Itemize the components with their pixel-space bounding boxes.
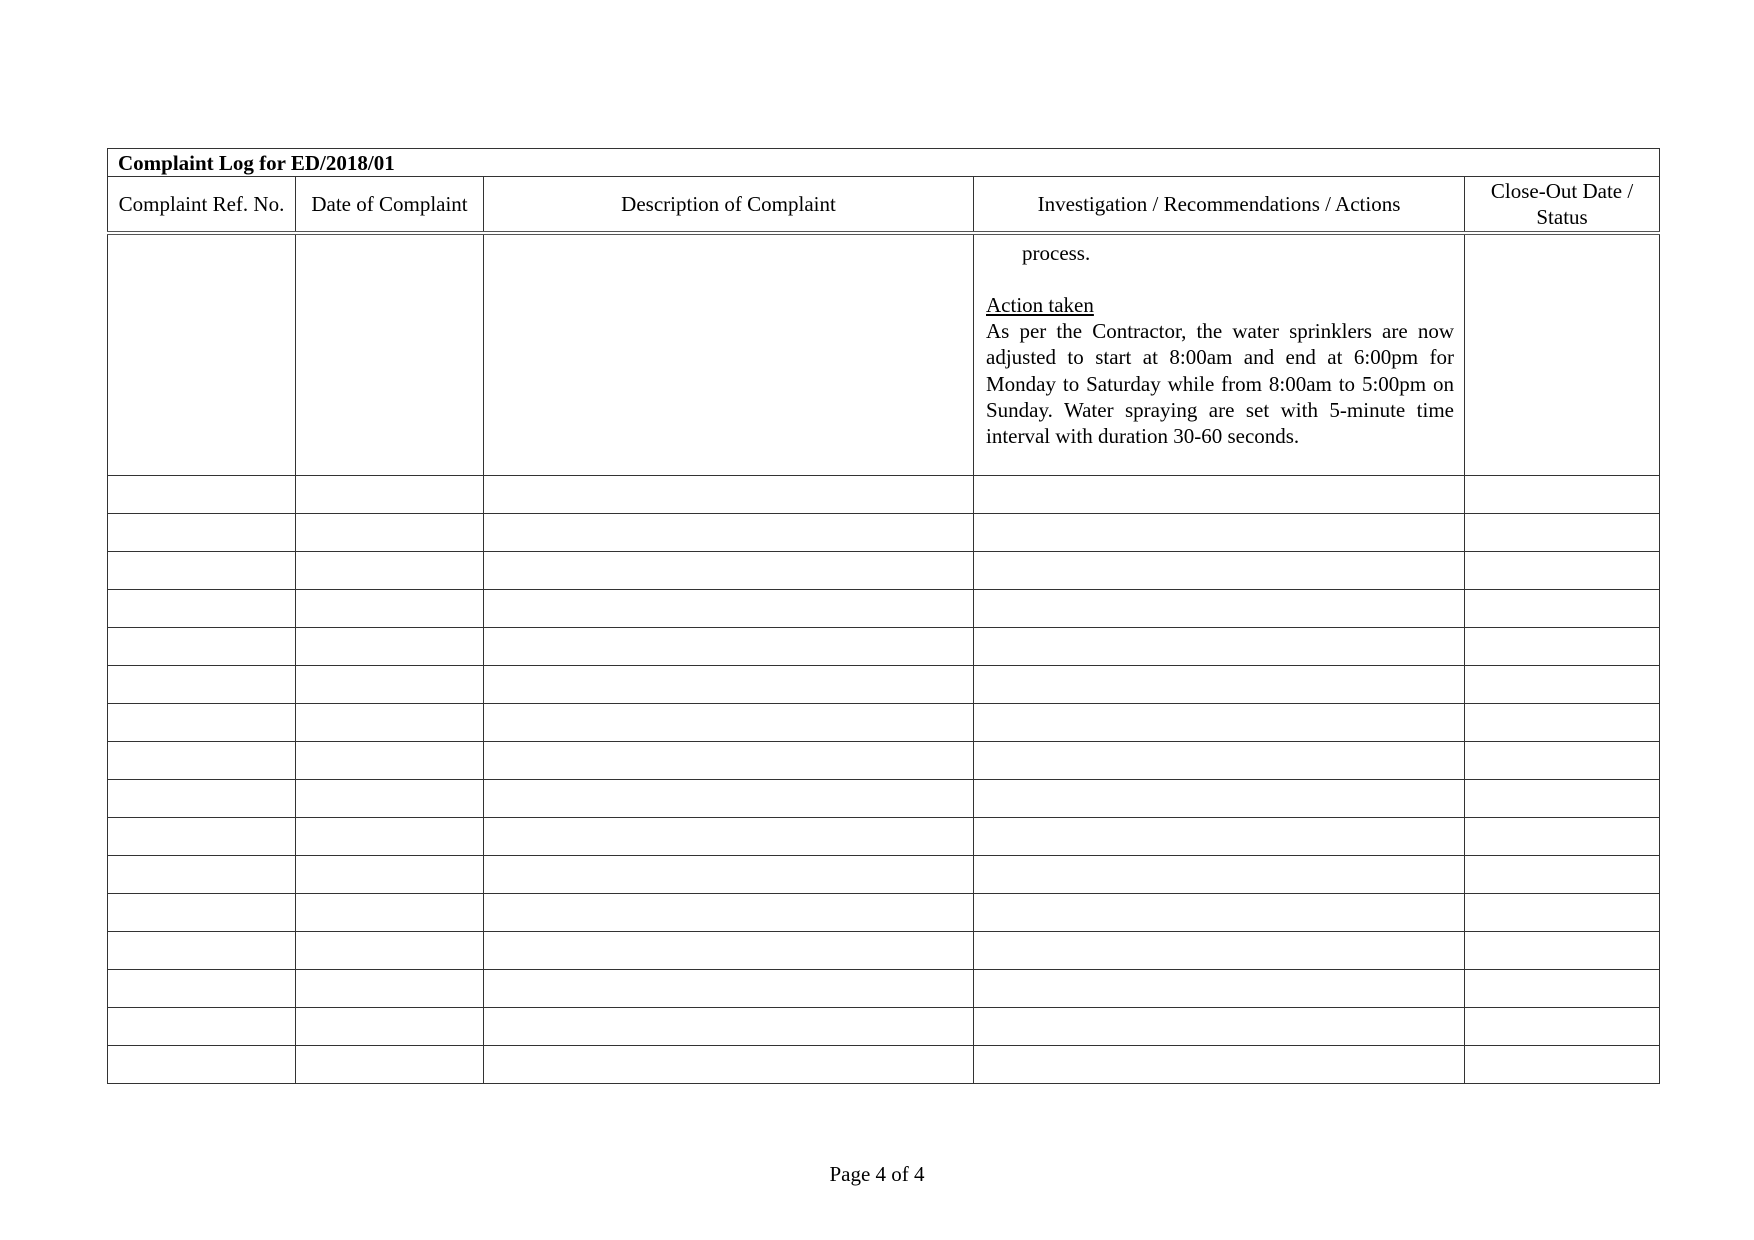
table-row (108, 780, 1660, 818)
table-row (108, 856, 1660, 894)
table-row (108, 590, 1660, 628)
header-description: Description of Complaint (484, 177, 974, 234)
table-row (108, 932, 1660, 970)
cell-description (484, 233, 974, 476)
page-number: Page 4 of 4 (829, 1162, 925, 1186)
cell-status (1465, 233, 1660, 476)
table-title: Complaint Log for ED/2018/01 (108, 149, 1660, 177)
table-row (108, 514, 1660, 552)
cell-actions (974, 233, 1465, 476)
table-title-row (108, 149, 1660, 177)
table-row (108, 1008, 1660, 1046)
table-row (108, 1046, 1660, 1084)
complaint-log-table (107, 148, 1660, 1084)
table-row (108, 894, 1660, 932)
table-row (108, 818, 1660, 856)
header-close-out-status: Close-Out Date / Status (1465, 177, 1660, 234)
action-taken-heading: Action taken (986, 293, 1094, 317)
table-row (108, 742, 1660, 780)
table-row (108, 666, 1660, 704)
table-row (108, 970, 1660, 1008)
header-investigation-actions: Investigation / Recommendations / Actions (974, 177, 1465, 234)
table-row (108, 704, 1660, 742)
table-row (108, 628, 1660, 666)
table-header-row (108, 177, 1660, 234)
header-date-of-complaint: Date of Complaint (296, 177, 484, 234)
table-row (108, 476, 1660, 514)
action-taken-text: As per the Contractor, the water sprinklers are now adjusted to start at 8:00am and end at 6:00pm for Monday to Saturday while from 8:00am to 5:00pm on Sunday. Water spraying are set with 5-minute time interval with duration 30-60 seconds. (986, 319, 1454, 449)
cell-date (296, 233, 484, 476)
cell-ref (108, 233, 296, 476)
continued-text: process. (1022, 241, 1091, 265)
table-row (108, 233, 1660, 476)
header-complaint-ref: Complaint Ref. No. (108, 177, 296, 234)
table-row (108, 552, 1660, 590)
